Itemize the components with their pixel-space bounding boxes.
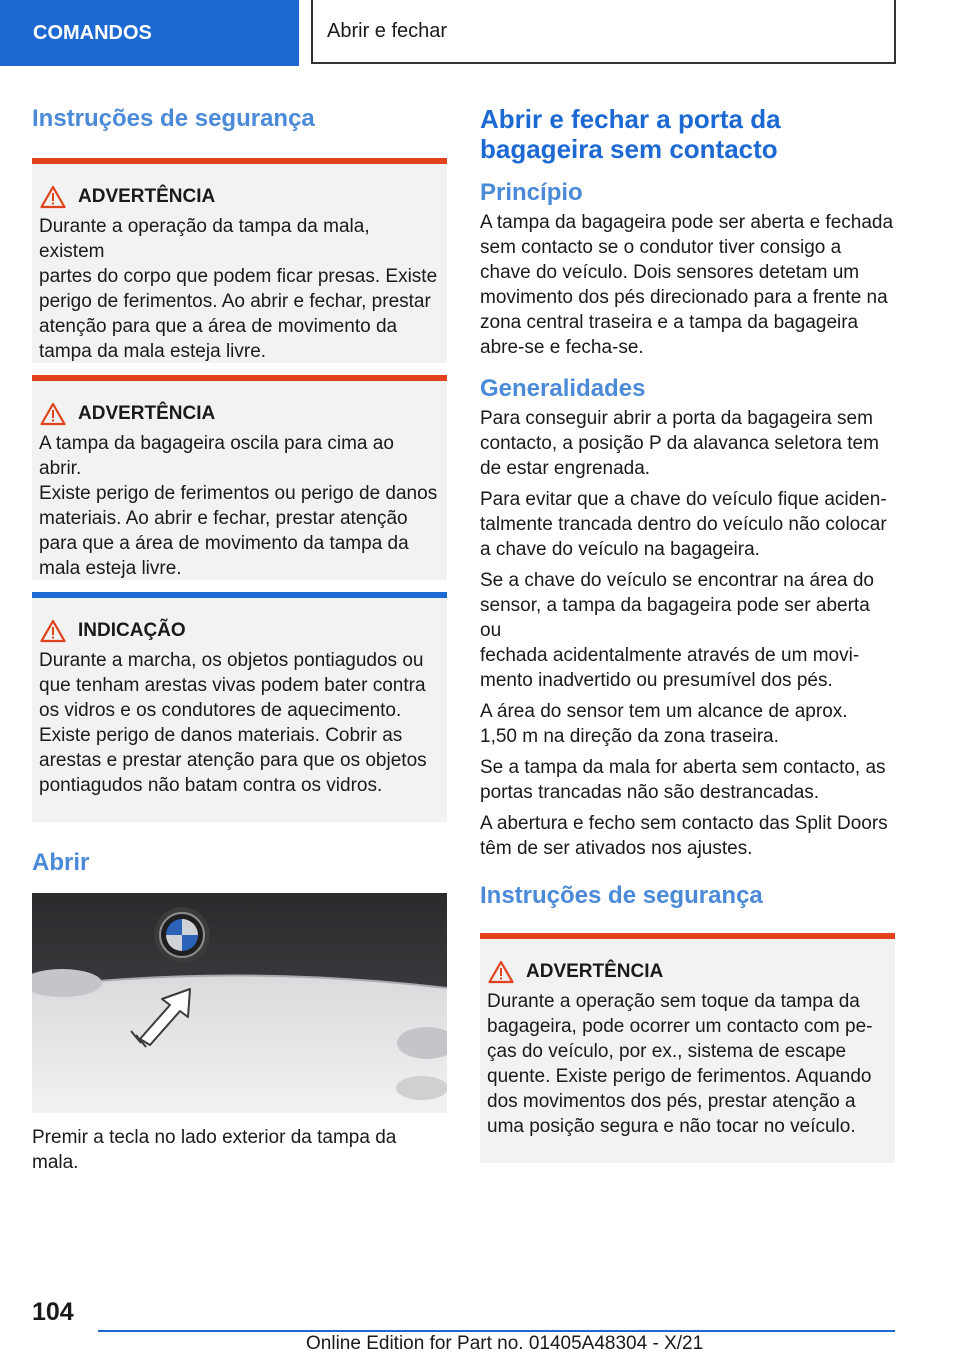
warning-text-line: uma posição segura e não tocar no veículo. [487,1116,856,1137]
section-title-line-1: Abrir e fechar a porta da [480,104,781,134]
page-number: 104 [32,1298,74,1326]
note-text-line: arestas e prestar atenção para que os objetos [39,750,427,771]
warning-text-line: perigo de ferimentos. Ao abrir e fechar, prestar [39,291,431,312]
warning-text-line: quente. Existe perigo de ferimentos. Aquando [487,1066,872,1087]
principle-line: zona central traseira e a tampa da bagageira [480,312,859,333]
general-line: sensor, a tampa da bagageira pode ser aberta ou [480,595,870,641]
general-line: Para evitar que a chave do veículo fique aciden- [480,489,887,510]
general-line: de estar engrenada. [480,458,651,479]
warning-text-line: partes do corpo que podem ficar presas. Existe [39,266,438,287]
trunk-button-illustration [32,893,447,1113]
warning-box-1 [32,158,447,363]
general-line: Para conseguir abrir a porta da bagageira sem [480,408,873,429]
warning-text-line: ças do veículo, por ex., sistema de escape [487,1041,847,1062]
principle-line: sem contacto se o condutor tiver consigo a [480,237,842,258]
warning-title: ADVERTÊNCIA [526,961,664,982]
note-text-line: Durante a marcha, os objetos pontiagudos ou [39,650,424,671]
open-heading: Abrir [32,849,90,876]
warning-text-line: materiais. Ao abrir e fechar, prestar atenção [39,508,408,529]
warning-text-line: para que a área de movimento da tampa da [39,533,409,554]
warning-text-line: dos movimentos dos pés, prestar atenção a [487,1091,856,1112]
note-text-line: os vidros e os condutores de aquecimento. [39,700,402,721]
warning-text-line: Existe perigo de ferimentos ou perigo de danos [39,483,438,504]
warning-triangle-icon [40,402,66,426]
general-heading: Generalidades [480,375,646,402]
principle-line: A tampa da bagageira pode ser aberta e fechada [480,212,894,233]
general-line: 1,50 m na direção da zona traseira. [480,726,779,747]
warning-triangle-icon [488,960,514,984]
left-column [32,100,447,1175]
section-label: COMANDOS [0,0,299,66]
warning-text-line: A tampa da bagageira oscila para cima ao abrir. [39,433,394,479]
warning-triangle-icon [40,185,66,209]
page-header [0,0,960,66]
chapter-label: Abrir e fechar [311,0,896,64]
warning-text-line: Durante a operação da tampa da mala, existem [39,216,370,262]
open-caption: Premir a tecla no lado exterior da tampa da mala. [32,1127,397,1173]
safety-heading: Instruções de segurança [32,105,315,132]
note-title: INDICAÇÃO [78,620,186,641]
footer-edition: Online Edition for Part no. 01405A48304 - X/21 [306,1333,704,1354]
warning-title: ADVERTÊNCIA [78,186,216,207]
warning-text-line: bagageira, pode ocorrer um contacto com pe- [487,1016,873,1037]
principle-line: chave do veículo. Dois sensores detetam um [480,262,860,283]
note-box [32,592,447,822]
general-line: talmente trancada dentro do veículo não colocar [480,514,887,535]
warning-title: ADVERTÊNCIA [78,403,216,424]
general-line: a chave do veículo na bagageira. [480,539,760,560]
principle-line: abre-se e fecha-se. [480,337,644,358]
right-column [480,100,895,1163]
note-text-line: pontiagudos não batam contra os vidros. [39,775,383,796]
warning-triangle-icon [40,619,66,643]
general-line: A abertura e fecho sem contacto das Split Doors [480,813,888,834]
general-line: têm de ser ativados nos ajustes. [480,838,753,859]
footer-divider [98,1330,895,1332]
principle-heading: Princípio [480,179,583,206]
section-title-line-2: bagageira sem contacto [480,134,778,164]
general-line: Se a tampa da mala for aberta sem contacto, as [480,757,886,778]
warning-text-line: Durante a operação sem toque da tampa da [487,991,860,1012]
general-line: fechada acidentalmente através de um movi- [480,645,860,666]
general-line: A área do sensor tem um alcance de aprox. [480,701,848,722]
warning-box-3 [480,933,895,1163]
warning-text-line: mala esteja livre. [39,558,182,579]
general-line: mento inadvertido ou presumível dos pés. [480,670,833,691]
note-text-line: Existe perigo de danos materiais. Cobrir as [39,725,403,746]
general-line: Se a chave do veículo se encontrar na área do [480,570,874,591]
safety-heading-right: Instruções de segurança [480,882,763,909]
general-line: contacto, a posição P da alavanca seletora tem [480,433,879,454]
warning-text-line: tampa da mala esteja livre. [39,341,267,362]
general-line: portas trancadas não são destrancadas. [480,782,820,803]
warning-box-2 [32,375,447,580]
note-text-line: que tenham arestas vivas podem bater contra [39,675,426,696]
principle-line: movimento dos pés direcionado para a frente na [480,287,888,308]
warning-text-line: atenção para que a área de movimento da [39,316,398,337]
